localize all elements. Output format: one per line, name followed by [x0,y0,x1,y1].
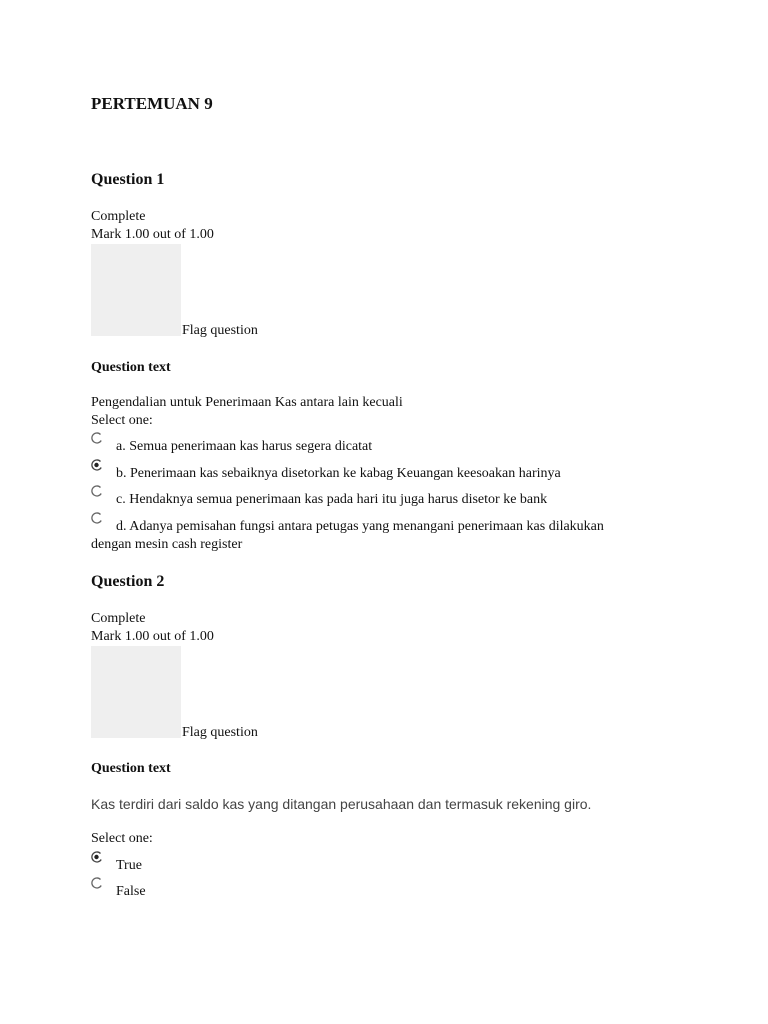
radio-icon[interactable] [91,512,103,524]
radio-icon[interactable] [91,877,103,889]
radio-selected-icon[interactable] [91,851,103,863]
question-2-flag-label[interactable]: Flag question [182,725,258,740]
question-2-option-true[interactable]: True [116,858,142,873]
question-2-select-label: Select one: [91,831,153,846]
question-1-text-label: Question text [91,360,171,375]
radio-icon[interactable] [91,485,103,497]
question-1-option-a[interactable]: a. Semua penerimaan kas harus segera dicatat [116,439,373,454]
question-1-option-c[interactable]: c. Hendaknya semua penerimaan kas pada hari itu juga harus disetor ke bank [116,492,548,507]
question-2-prompt: Kas terdiri dari saldo kas yang ditangan perusahaan dan termasuk rekening giro. [91,796,592,812]
question-2-text-label: Question text [91,761,171,776]
question-1-mark: Mark 1.00 out of 1.00 [91,227,214,242]
question-1-flag-image[interactable] [91,244,181,336]
radio-selected-icon[interactable] [91,459,103,471]
question-1-option-d-continued[interactable]: dengan mesin cash register [91,537,243,552]
question-1-prompt: Pengendalian untuk Penerimaan Kas antara lain kecuali [91,395,403,410]
page-title: PERTEMUAN 9 [91,94,213,113]
question-1-option-b[interactable]: b. Penerimaan kas sebaiknya disetorkan ke kabag Keuangan keesoakan harinya [116,466,561,481]
question-2-mark: Mark 1.00 out of 1.00 [91,629,214,644]
question-1-select-label: Select one: [91,413,153,428]
question-1-heading: Question 1 [91,171,165,188]
radio-icon[interactable] [91,432,103,444]
question-1-option-d[interactable]: d. Adanya pemisahan fungsi antara petugas yang menangani penerimaan kas dilakukan [116,519,604,534]
question-2-option-false[interactable]: False [116,884,146,899]
question-2-state: Complete [91,611,146,626]
question-2-flag-image[interactable] [91,646,181,738]
question-1-flag-label[interactable]: Flag question [182,323,258,338]
question-2-heading: Question 2 [91,573,165,590]
question-1-state: Complete [91,209,146,224]
